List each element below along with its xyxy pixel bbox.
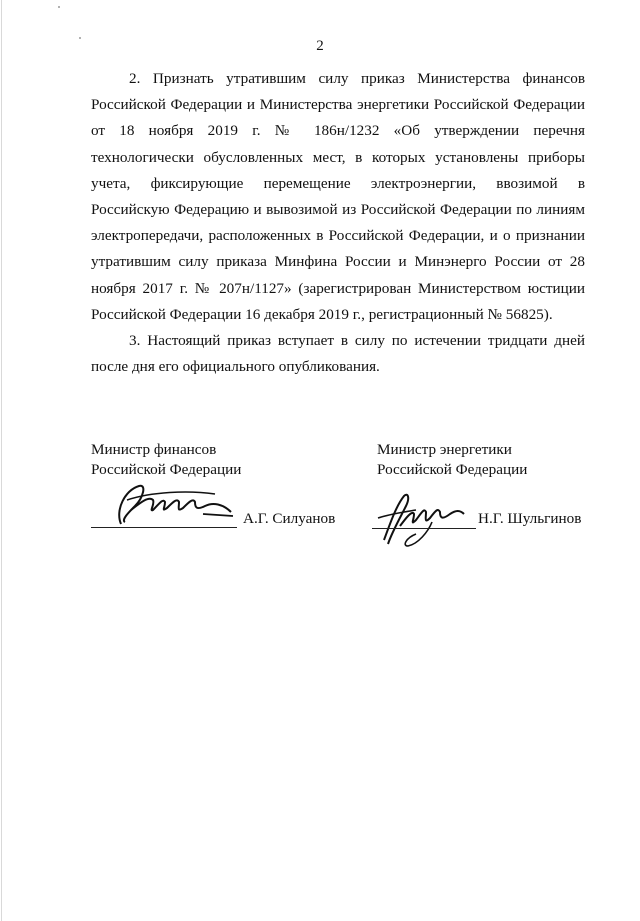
paragraph-3: 3. Настоящий приказ вступает в силу по истечении тридцати дней после дня его официального опубликования. — [91, 332, 585, 376]
scan-speck — [58, 6, 60, 8]
left-signatory-title — [91, 440, 241, 480]
left-signature-icon — [91, 480, 241, 532]
right-signatory-title-line2: Российской Федерации — [377, 461, 528, 478]
page-edge — [1, 0, 2, 921]
right-signature-icon — [370, 488, 480, 550]
right-signature-line — [372, 528, 476, 529]
left-signatory-name: А.Г. Силуанов — [243, 510, 336, 527]
left-signatory-title-line2: Российской Федерации — [91, 461, 242, 478]
left-signature-line — [91, 527, 237, 528]
page-number: 2 — [316, 38, 324, 54]
right-signatory-name: Н.Г. Шульгинов — [478, 510, 582, 527]
left-signatory-title-line1: Министр финансов — [91, 441, 217, 458]
paragraph-2: 2. Признать утратившим силу приказ Министерства финансов Российской Федерации и Министерства энергетики Российской Федерации от 18 ноября 2019 г. № 186н/1232 «Об утверждении перечня технологически обусловленных мест, в которых установлены приборы учета, фиксирующие перемещение электроэнергии, ввозимой в Российскую Федерацию и вывозимой из Российской Федерации по линиям электропередачи, расположенных в Российской Федерации, и о признании утратившим силу приказа Минфина России и Минэнерго России от 28 ноября 2017 г. № 207н/1127» (зарегистрирован Министерством юстиции Российской Федерации 16 декабря 2019 г., регистрационный № 56825). — [91, 70, 585, 323]
right-signatory-title-line1: Министр энергетики — [377, 441, 512, 458]
document-body — [91, 66, 585, 380]
right-signatory-title — [377, 440, 527, 480]
